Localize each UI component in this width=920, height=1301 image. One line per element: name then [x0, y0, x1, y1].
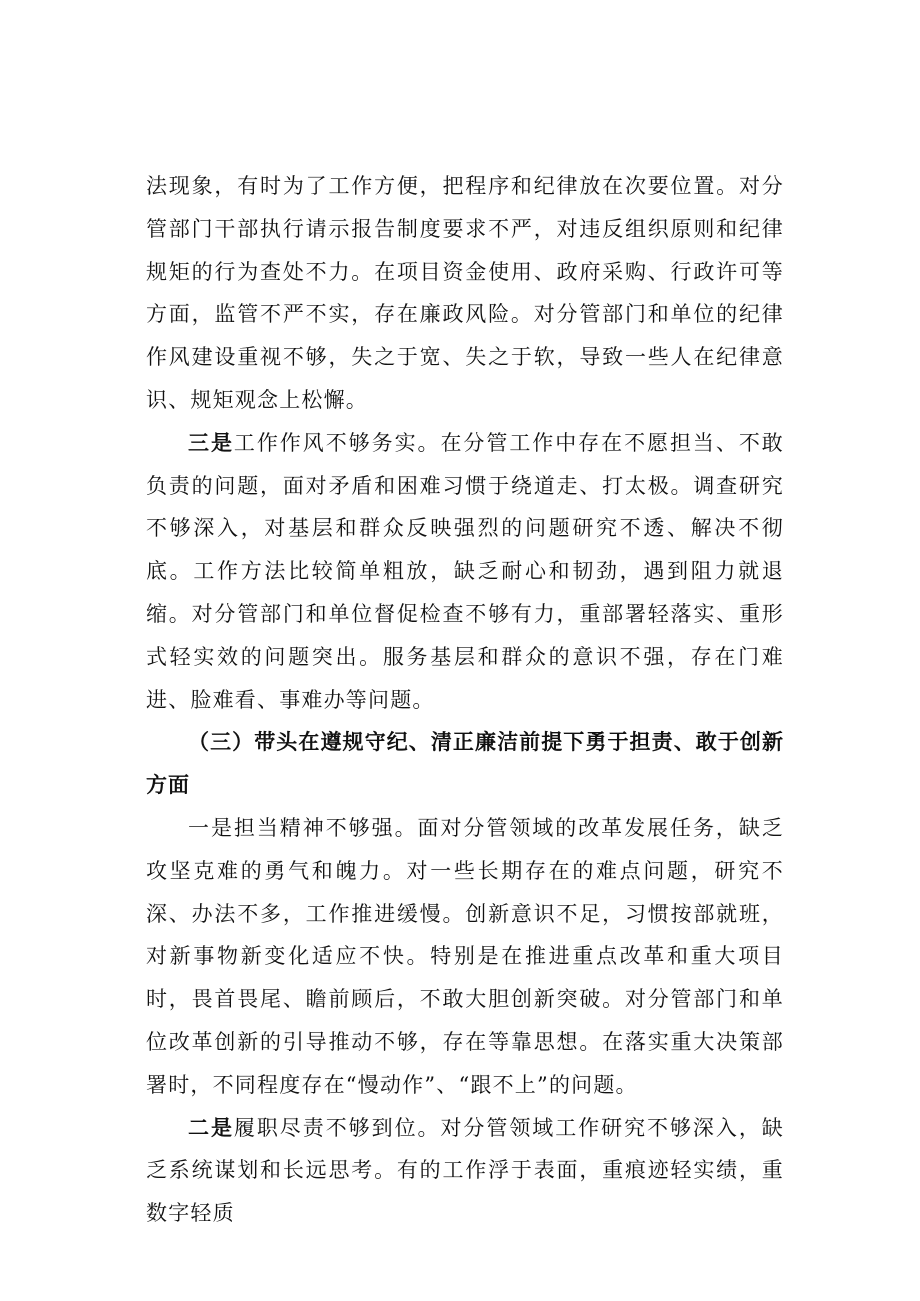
paragraph-point-one: 一是担当精神不够强。面对分管领域的改革发展任务，缺乏攻坚克难的勇气和魄力。对一些长期存在的难点问题，研究不深、办法不多，工作推进缓慢。创新意识不足，习惯按部就班，对新事物新变化适应不快。特别是在推进重点改革和重大项目时，畏首畏尾、瞻前顾后，不敢大胆创新突破。对分管部门和单位改革创新的引导推动不够，存在等靠思想。在落实重大决策部署时，不同程度存在“慢动作”、“跟不上”的问题。: [146, 815, 784, 1097]
section-heading: （三）带头在遵规守纪、清正廉洁前提下勇于担责、敢于创新方面: [146, 730, 784, 798]
paragraph-text: 工作作风不够务实。在分管工作中存在不愿担当、不敢负责的问题，面对矛盾和困难习惯于绕道走、打太极。调查研究不够深入，对基层和群众反映强烈的问题研究不透、解决不彻底。工作方法比较简单粗放，缺乏耐心和韧劲，遇到阻力就退缩。对分管部门和单位督促检查不够有力，重部署轻落实、重形式轻实效的问题突出。服务基层和群众的意识不强，存在门难进、脸难看、事难办等问题。: [146, 430, 784, 712]
paragraph-point-three: [146, 422, 784, 722]
paragraph-lead: 二是: [188, 1114, 234, 1140]
document-body: [146, 165, 784, 1235]
paragraph-lead: 三是: [188, 429, 234, 455]
paragraph-continuation: 法现象，有时为了工作方便，把程序和纪律放在次要位置。对分管部门干部执行请示报告制度要求不严，对违反组织原则和纪律规矩的行为查处不力。在项目资金使用、政府采购、行政许可等方面，监管不严不实，存在廉政风险。对分管部门和单位的纪律作风建设重视不够，失之于宽、失之于软，导致一些人在纪律意识、规矩观念上松懈。: [146, 174, 784, 412]
paragraph-text: 履职尽责不够到位。对分管领域工作研究不够深入，缺乏系统谋划和长远思考。有的工作浮于表面，重痕迹轻实绩，重数字轻质: [146, 1115, 784, 1226]
paragraph-point-two: [146, 1107, 784, 1235]
